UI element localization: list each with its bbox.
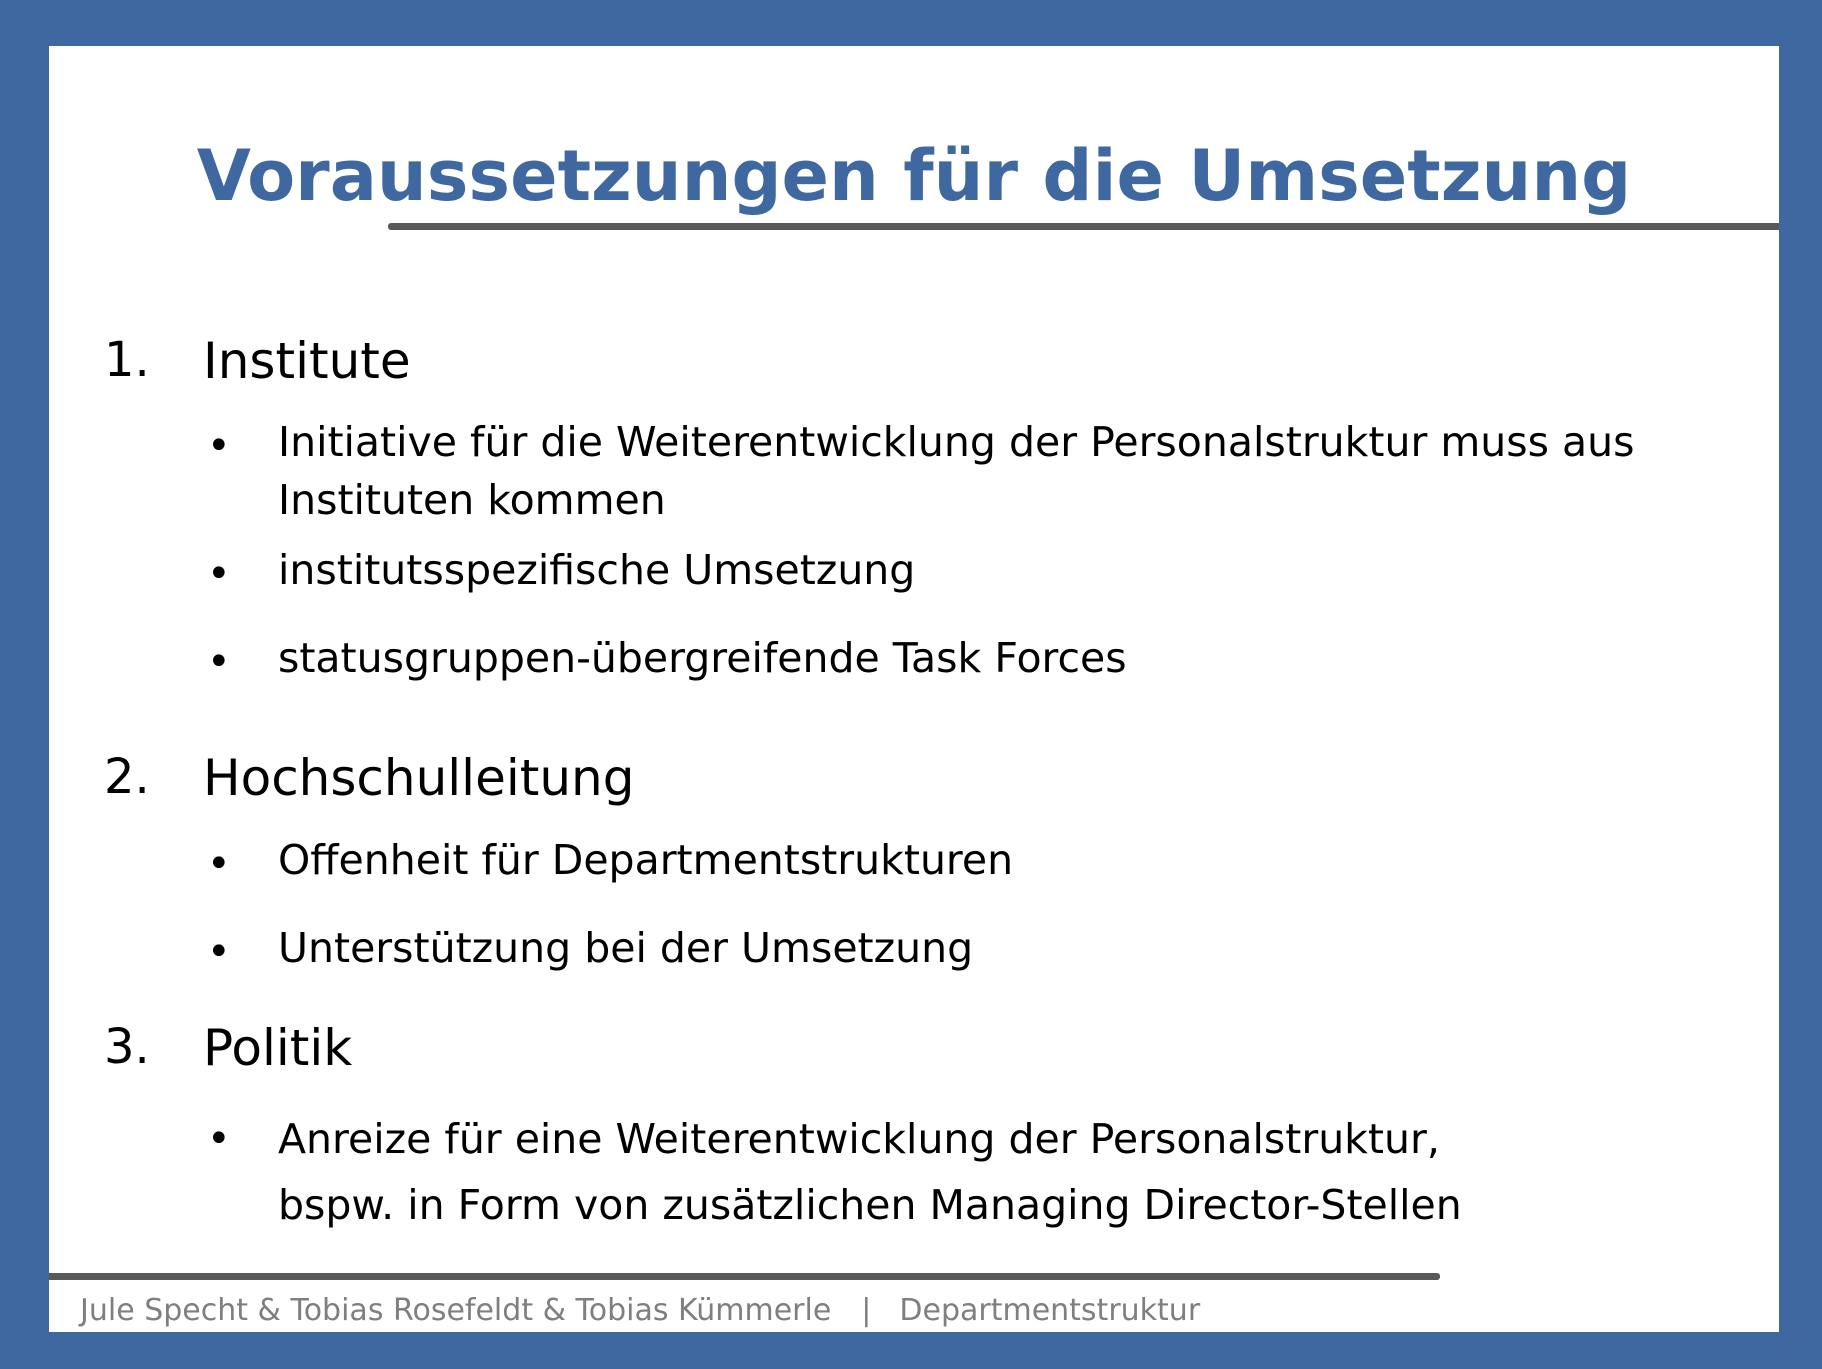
sub-list-text: institutsspezifische Umsetzung: [278, 546, 916, 594]
bullet-icon: •: [207, 639, 231, 685]
sub-list-text: Offenheit für Departmentstrukturen: [278, 836, 1014, 884]
list-heading: Hochschulleitung: [203, 749, 635, 807]
slide-content: [49, 46, 1779, 1276]
bullet-icon: •: [207, 929, 231, 975]
list-heading: Politik: [203, 1019, 353, 1077]
bullet-icon: •: [207, 551, 231, 597]
bullet-icon: •: [207, 1116, 231, 1162]
bullet-icon: •: [207, 841, 231, 887]
sub-list-text: Unterstützung bei der Umsetzung: [278, 924, 974, 972]
footer-divider: [49, 1273, 1440, 1280]
bullet-icon: •: [207, 423, 231, 469]
list-number: 3.: [104, 1019, 150, 1075]
list-number: 1.: [104, 332, 150, 388]
slide-title: Voraussetzungen für die Umsetzung: [196, 135, 1632, 217]
list-number: 2.: [104, 749, 150, 805]
sub-list-text: Initiative für die Weiterentwicklung der Personalstruktur muss aus Instituten kommen: [278, 418, 1635, 524]
slide: [49, 46, 1779, 1332]
sub-list-text: Anreize für eine Weiterentwicklung der Personalstruktur, bspw. in Form von zusätzlichen Managing Director-Stellen: [278, 1115, 1462, 1229]
footer-authors: Jule Specht & Tobias Rosefeldt & Tobias Kümmerle: [80, 1293, 832, 1328]
footer: [80, 1293, 1201, 1328]
footer-topic: Departmentstruktur: [899, 1293, 1201, 1328]
sub-list-text: statusgruppen-übergreifende Task Forces: [278, 634, 1127, 682]
list-heading: Institute: [203, 332, 411, 390]
footer-separator: |: [861, 1293, 872, 1328]
